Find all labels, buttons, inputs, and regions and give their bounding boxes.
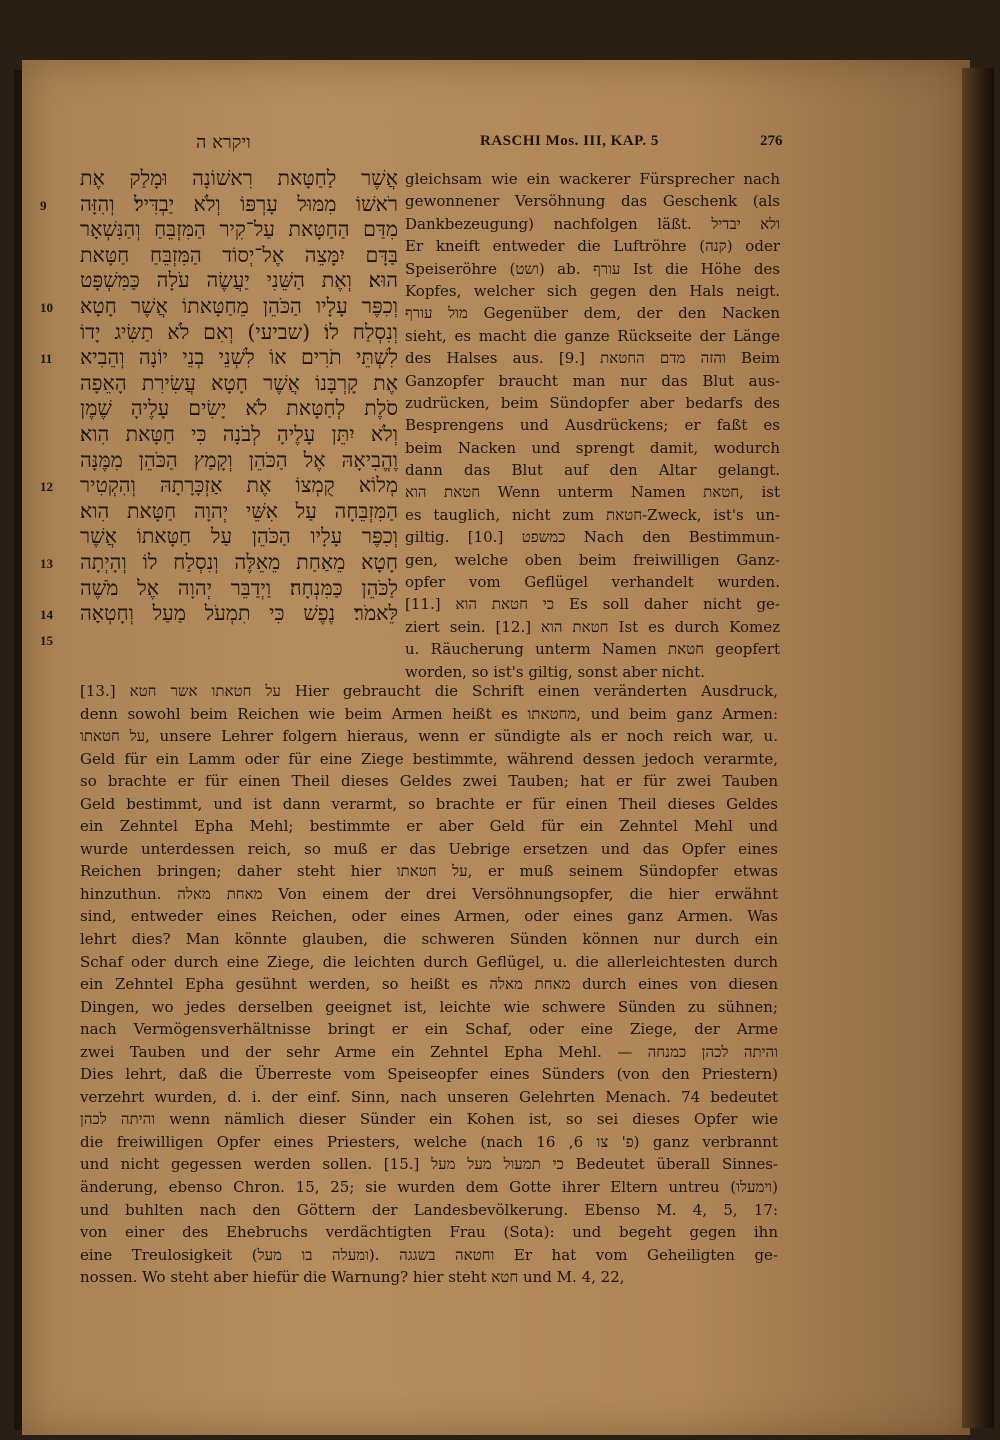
hebrew-text-line: וְנִסְלַח לוֹ׃ (שביעי) וְאִם לֹא תַשִּׂיג יָדוֹ [80,319,398,344]
commentary-line: u. Räucherung unterm Namen חטאת geopfert [405,640,780,659]
commentary-line: Geld bestimmt, und ist dann verarmt, so brachte er für einen Theil dieses Geldes [80,794,778,813]
commentary-line: Speiseröhre (ושט) ab. עורף Ist die Höhe des [405,259,780,278]
commentary-line: eine Treulosigkeit (ומעלה בו מעל). וחטאה בשגגה Er hat vom Geheiligten ge- [80,1245,778,1264]
commentary-line: ein Zehntel Epha gesühnt werden, so heißt es מאחת מאלה durch eines von diesen [80,975,778,994]
commentary-line: gleichsam wie ein wackerer Fürsprecher nach [405,170,780,188]
commentary-line: [13.] על חטאתו אשר חטא Hier gebraucht die Schrift einen veränderten Ausdruck, [80,682,778,700]
commentary-line: und buhlten nach den Göttern der Landesbevölkerung. Ebenso M. 4, 5, 17: [80,1200,778,1219]
verse-number: 14 [40,607,53,623]
verse-number: 12 [40,479,53,495]
commentary-line: Schaf oder durch eine Ziege, die leichten durch Geflügel, u. die allerleichtesten durch [80,952,778,971]
commentary-line: des Halses aus. [9.] והזה מדם החטאת Beim [405,349,780,368]
hebrew-text-line: לֵּאמֹר׃ נֶפֶשׁ כִּי תִמְעֹל מַעַל וְחָטְאָה [80,601,398,626]
commentary-line: gewonnener Versöhnung das Geschenk (als [405,192,780,211]
hebrew-text-line: וְכִפֶּר עָלָיו הַכֹּהֵן עַל חַטָּאתוֹ אֲשֶׁר [80,524,398,549]
commentary-full-width [80,680,778,1289]
commentary-right-column [405,168,780,683]
commentary-line: ziert sein. [12.] חטאת הוא Ist es durch Komez [405,617,780,636]
commentary-line: änderung, ebenso Chron. 15, 25; sie wurden dem Gotte ihrer Eltern untreu (וימעלו) [80,1178,778,1197]
hebrew-text-column [80,166,398,627]
commentary-line: beim Nacken und sprengt damit, wodurch [405,438,780,457]
commentary-line: Er kneift entweder die Luftröhre (קנה) oder [405,237,780,256]
commentary-line: Geld für ein Lamm oder für eine Ziege bestimmte, während dessen jedoch verarmte, [80,749,778,768]
commentary-line: חטאת הוא Wenn unterm Namen חטאת, ist [405,483,780,502]
commentary-line: opfer vom Geflügel verhandelt wurden. [405,573,780,592]
commentary-line: sieht, es macht die ganze Rückseite der Länge [405,326,780,345]
hebrew-text-line: לִשְׁתֵּי תֹרִים אוֹ לִשְׁנֵי בְנֵי יוֹנָה וְהֵבִיא [80,345,398,370]
verse-number: 10 [40,300,53,315]
verse-number: 15 [40,632,53,648]
commentary-line: sind, entweder eines Reichen, oder eines Armen, oder eines ganz Armen. Was [80,907,778,926]
hebrew-text-line: בַּדָּם יִמָּצֵה אֶל־יְסוֹד הַמִּזְבֵּחַ חַטָּאת [80,242,398,267]
commentary-line: [11.] כי חטאת הוא Es soll daher nicht ge- [405,595,780,614]
commentary-line: Dingen, wo jedes derselben geeignet ist, leichte wie schwere Sünden zu sühnen; [80,997,778,1016]
commentary-line: denn sowohl beim Reichen wie beim Armen heißt es מחטאתו, und beim ganz Armen: [80,704,778,723]
commentary-line: zudrücken, beim Sündopfer aber bedarfs des [405,393,780,412]
commentary-line: verzehrt wurden, d. i. der einf. Sinn, nach unseren Gelehrten Menach. 74 bedeutet [80,1087,778,1106]
commentary-line: Reichen bringen; daher steht hier על חטאתו, er muß seinem Sündopfer etwas [80,862,778,881]
commentary-line: gen, welche oben beim freiwilligen Ganz- [405,550,780,569]
hebrew-text-line: וֶהֱבִיאָהּ אֶל הַכֹּהֵן וְקָמַץ הַכֹּהֵן מִמֶּנָּה [80,447,398,472]
commentary-line: lehrt dies? Man könnte glauben, die schweren Sünden können nur durch ein [80,930,778,949]
commentary-line: והיתה לכהן wenn nämlich dieser Sünder ein Kohen ist, so sei dieses Opfer wie [80,1110,778,1129]
commentary-line: ein Zehntel Epha Mehl; bestimmte er aber Geld für ein Zehntel Mehl und [80,817,778,836]
commentary-line: die freiwilligen Opfer eines Priesters, welche (nach פ' צו 6, 16) ganz verbrannt [80,1132,778,1151]
commentary-line: wurde unterdessen reich, so muß er das Uebrige ersetzen und das Opfer eines [80,839,778,858]
page-number: 276 [760,133,783,149]
hebrew-text-line: הַמִּזְבֵּחָה עַל אִשֵּׁי יְהוָה חַטָּאת הִוא׃ [80,498,398,523]
header-hebrew-title: ויקרא ה [196,132,251,153]
commentary-line: worden, so ist's giltig, sonst aber nicht. [405,662,706,681]
commentary-line: und nicht gegessen werden sollen. [15.] כי תמעול מעל מעל Bedeutet überall Sinnes- [80,1155,778,1174]
commentary-line: giltig. [10.] כמשפט Nach den Bestimmun- [405,528,780,547]
header-running-title: RASCHI Mos. III, KAP. 5 [480,133,659,149]
commentary-line: Dankbezeugung) nachfolgen läßt. ולא יבדיל [405,214,780,233]
commentary-line: hinzuthun. מאחת מאלה Von einem der drei Versöhnungsopfer, die hier erwähnt [80,884,778,903]
commentary-line: es tauglich, nicht zum חטאת-Zweck, ist's un- [405,505,780,524]
hebrew-text-line: אֶת קָרְבָּנוֹ אֲשֶׁר חָטָא עֲשִׂירִת הָאֵפָה [80,370,398,395]
commentary-line: nossen. Wo steht aber hiefür die Warnung? hier steht חטא und M. 4, 22, [80,1268,625,1287]
commentary-line: על חטאתו, unsere Lehrer folgern hieraus, wenn er sündigte als er noch reich war, u. [80,727,778,746]
hebrew-text-line: מִדַּם הַחַטָּאת עַל־קִיר הַמִּזְבֵּחַ וְהַנִּשְׁאָר [80,217,398,242]
hebrew-text-line: סֹלֶת לְחַטָּאת לֹא יָשִׂים עָלֶיהָ שֶׁמֶן [80,396,398,421]
commentary-line: מול עורף Gegenüber dem, der den Nacken [405,304,780,323]
commentary-line: nach Vermögensverhältnisse bringt er ein Schaf, oder eine Ziege, der Arme [80,1020,778,1039]
commentary-line: so brachte er für einen Theil dieses Geldes zwei Tauben; hat er für zwei Tauben [80,772,778,791]
commentary-line: Ganzopfer braucht man nur das Blut aus- [405,371,780,390]
commentary-line: Besprengens und Ausdrückens; er faßt es [405,416,780,435]
verse-number: 9 [40,197,47,213]
commentary-line: Dies lehrt, daß die Überreste vom Speiseopfer eines Sünders (von den Priestern) [80,1065,778,1084]
hebrew-text-line: אֲשֶׁר לַחַטָּאת רִאשׁוֹנָה וּמָלַק אֶת [80,166,398,190]
hebrew-text-line: מְלוֹא קֻמְצוֹ אֶת אַזְכָּרָתָהּ וְהִקְטִיר [80,473,398,498]
hebrew-text-line: וְלֹא יִתֵּן עָלֶיהָ לְבֹנָה כִּי חַטָּאת הִוא׃ [80,421,398,446]
commentary-line: Kopfes, welcher sich gegen den Hals neigt. [405,281,780,300]
hebrew-text-line: חָטָא מֵאַחַת מֵאֵלֶּה וְנִסְלַח לוֹ וְהָיְתָה [80,549,398,574]
verse-number: 13 [40,556,53,571]
hebrew-text-line: וְכִפֶּר עָלָיו הַכֹּהֵן מֵחַטָּאתוֹ אֲשֶׁר חָטָא [80,293,398,318]
hebrew-text-line: לַכֹּהֵן כַּמִּנְחָה׃ וַיְדַבֵּר יְהוָה אֶל מֹשֶׁה [80,575,398,600]
hebrew-text-line: הוּא׃ וְאֶת הַשֵּׁנִי יַעֲשֶׂה עֹלָה כַּמִּשְׁפָּט [80,268,398,293]
book-spine [962,68,994,1428]
commentary-line: zwei Tauben und der sehr Arme ein Zehntel Epha Mehl. — והיתה לכהן כמנחה [80,1042,778,1061]
commentary-line: von einer des Ehebruchs verdächtigten Frau (Sota): und begeht gegen ihn [80,1223,778,1242]
commentary-line: dann das Blut auf den Altar gelangt. [405,461,780,480]
verse-number: 11 [40,351,53,367]
hebrew-text-line: רֹאשׁוֹ מִמּוּל עָרְפּוֹ וְלֹא יַבְדִּיל׃ וְהִזָּה [80,191,398,216]
